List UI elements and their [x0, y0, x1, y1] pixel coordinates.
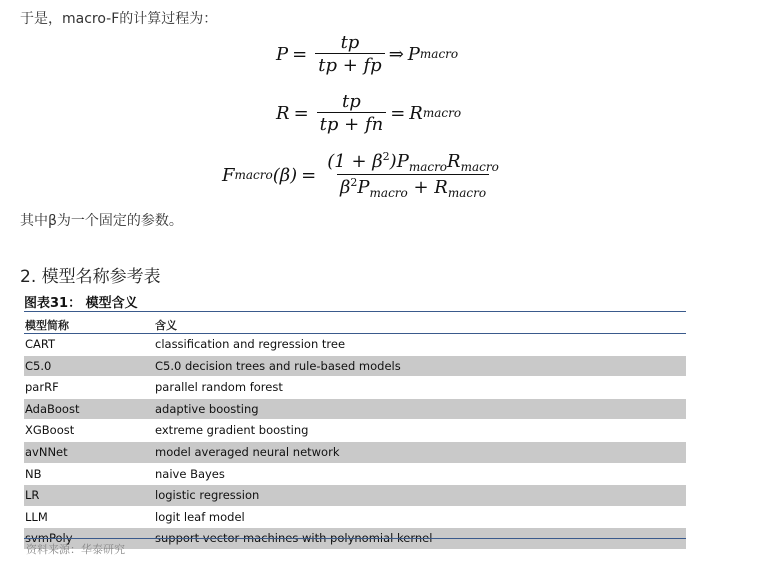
parameter-note: 其中β为一个固定的参数。 — [20, 213, 183, 229]
eq2-denominator: tp + fn — [317, 112, 387, 135]
table-title: 图表31： 模型含义 — [24, 296, 138, 311]
table-row — [24, 485, 686, 507]
eq3-num-part: R — [447, 151, 461, 172]
model-abbr-cell: parRF — [25, 380, 59, 395]
eq1-lhs: P — [276, 43, 289, 65]
eq3-num-sub: macro — [460, 160, 499, 174]
model-meaning-cell: classification and regression tree — [155, 337, 346, 351]
eq3-lhs-arg: (β) — [272, 164, 298, 186]
model-abbr-cell: NB — [25, 466, 42, 481]
table-row — [24, 334, 686, 356]
eq2-lhs: R — [276, 102, 290, 124]
equation-recall: R = $\frac{tp}{tp + fn}$ = R macro — [276, 91, 462, 135]
eq3-den-sub: macro — [447, 186, 487, 200]
eq3-num-sup: 2 — [382, 150, 390, 163]
eq3-numerator — [324, 150, 502, 174]
eq3-den-part: + R — [407, 177, 448, 198]
eq2-result: R — [409, 102, 423, 124]
equation-f-macro: F macro (β) = $\frac{(1 + \beta^2)P_{macro}R_{macro}}{\beta^2P_{macro} + R_{macro}}$ — [222, 150, 506, 200]
table-row — [24, 464, 686, 486]
model-meaning-cell: extreme gradient boosting — [155, 423, 309, 438]
section-heading: 2. 模型名称参考表 — [20, 267, 161, 287]
table-source: 资料来源：华泰研究 — [26, 543, 125, 556]
eq3-lhs-sub: macro — [234, 168, 273, 182]
eq2-fraction — [317, 91, 387, 135]
eq1-fraction — [315, 32, 384, 76]
model-abbr-cell: C5.0 — [25, 358, 52, 373]
eq3-lhs: F — [222, 164, 235, 186]
model-meaning-cell: C5.0 decision trees and rule-based models — [155, 358, 401, 373]
model-abbr-cell: avNNet — [25, 444, 68, 459]
eq2-numerator: tp — [342, 91, 361, 112]
header-model-abbr: 模型简称 — [25, 319, 69, 332]
table-row — [24, 399, 686, 421]
table-top-rule — [24, 311, 686, 312]
model-abbr-cell: LLM — [25, 509, 48, 524]
model-meaning-cell: naive Bayes — [155, 466, 225, 481]
eq3-den-sub: macro — [369, 186, 408, 200]
table-row — [24, 356, 686, 378]
eq3-num-sub: macro — [408, 160, 448, 174]
model-abbr-cell: svmPoly — [25, 531, 73, 546]
table-bottom-rule — [24, 538, 686, 539]
table-row — [24, 442, 686, 464]
eq3-denominator — [337, 174, 489, 200]
eq1-numerator: tp — [340, 32, 360, 53]
table-header — [24, 314, 686, 332]
eq1-denominator: tp + fp — [315, 53, 384, 76]
model-abbr-cell: XGBoost — [25, 423, 75, 438]
model-meaning-cell: logit leaf model — [155, 509, 245, 524]
table-row — [24, 420, 686, 442]
model-meaning-cell: logistic regression — [155, 488, 260, 503]
eq3-den-part: β — [340, 177, 351, 198]
model-abbr-cell: CART — [25, 337, 56, 351]
table-body — [24, 334, 686, 550]
eq3-den-part: P — [357, 177, 370, 198]
eq3-num-part: (1 + β — [327, 151, 383, 172]
header-meaning: 含义 — [155, 319, 177, 332]
eq2-result-sub: macro — [422, 106, 462, 120]
model-meaning-cell: model averaged neural network — [155, 444, 340, 459]
eq3-fraction — [324, 150, 502, 200]
table-row — [24, 507, 686, 529]
eq2-equals: = — [390, 102, 406, 124]
model-meaning-cell: support vector machines with polynomial kernel — [155, 531, 433, 546]
intro-text: 于是，macro-F的计算过程为： — [20, 11, 218, 27]
eq1-result: P — [407, 43, 420, 65]
model-meaning-cell: parallel random forest — [155, 380, 283, 395]
model-abbr-cell: AdaBoost — [25, 401, 80, 416]
table-row — [24, 377, 686, 399]
model-abbr-cell: LR — [25, 488, 40, 503]
eq3-num-part: )P — [389, 151, 409, 172]
model-meaning-cell: adaptive boosting — [155, 401, 259, 416]
eq3-den-sup: 2 — [350, 176, 358, 189]
equation-precision: P = $\frac{tp}{tp + fp}$ ⇒ P macro — [276, 32, 459, 76]
eq1-arrow: ⇒ — [388, 43, 404, 65]
eq1-result-sub: macro — [419, 47, 459, 61]
